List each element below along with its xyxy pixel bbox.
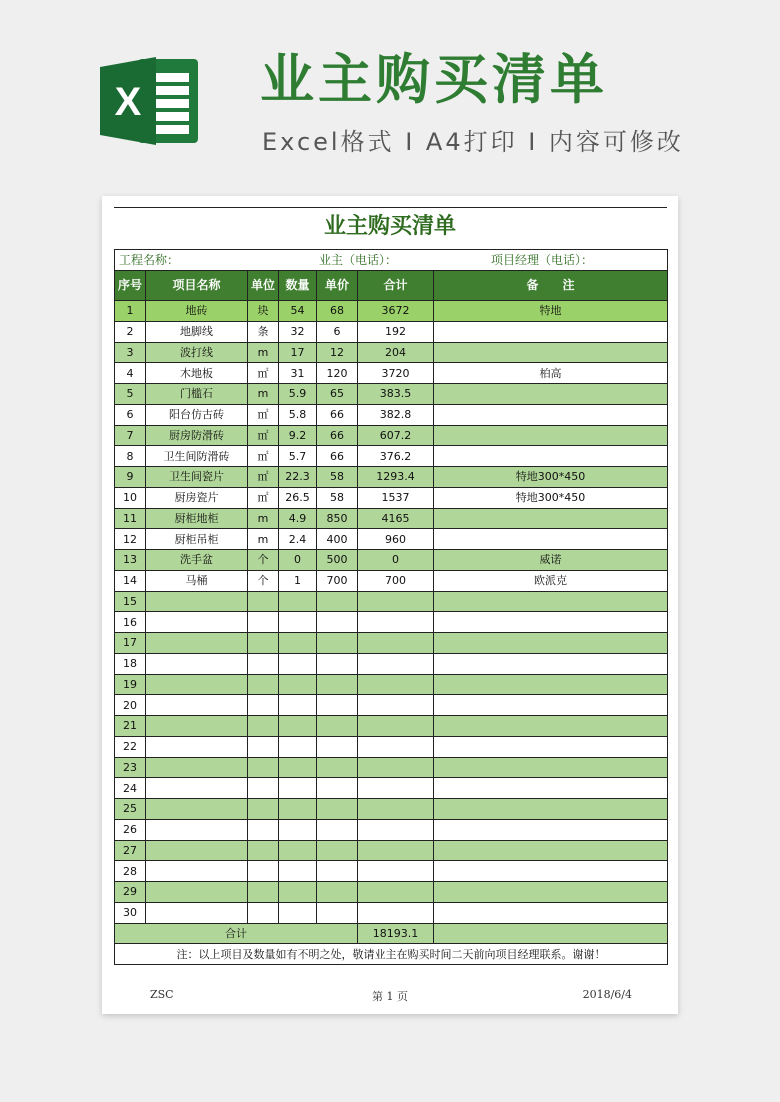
cell-total (358, 716, 434, 737)
cell-price (317, 861, 358, 882)
cell-no: 13 (115, 550, 146, 571)
info-row (115, 250, 668, 271)
banner (0, 0, 780, 195)
cell-unit (248, 674, 279, 695)
excel-logo-icon (100, 55, 200, 147)
cell-note (434, 840, 668, 861)
cell-qty (279, 674, 317, 695)
cell-name (146, 653, 248, 674)
cell-unit: m (248, 342, 279, 363)
cell-no: 12 (115, 529, 146, 550)
cell-note: 欧派克 (434, 570, 668, 591)
cell-qty (279, 778, 317, 799)
cell-unit: ㎡ (248, 404, 279, 425)
header-price: 单价 (317, 271, 358, 301)
cell-total (358, 695, 434, 716)
cell-note (434, 799, 668, 820)
cell-total (358, 633, 434, 654)
cell-name: 厨房瓷片 (146, 487, 248, 508)
cell-no: 3 (115, 342, 146, 363)
cell-no: 1 (115, 301, 146, 322)
cell-note (434, 819, 668, 840)
table-row (115, 570, 668, 591)
cell-price: 850 (317, 508, 358, 529)
cell-name: 卫生间瓷片 (146, 467, 248, 488)
cell-total (358, 736, 434, 757)
cell-no: 8 (115, 446, 146, 467)
cell-name: 波打线 (146, 342, 248, 363)
table-row (115, 757, 668, 778)
cell-unit: 条 (248, 321, 279, 342)
cell-price (317, 633, 358, 654)
cell-price: 58 (317, 487, 358, 508)
cell-qty (279, 840, 317, 861)
cell-price (317, 591, 358, 612)
cell-qty: 5.7 (279, 446, 317, 467)
cell-unit (248, 633, 279, 654)
cell-unit (248, 653, 279, 674)
project-name-label: 工程名称： (119, 252, 180, 267)
cell-unit: 个 (248, 570, 279, 591)
cell-note (434, 529, 668, 550)
cell-unit (248, 902, 279, 923)
cell-total: 3672 (358, 301, 434, 322)
cell-note (434, 425, 668, 446)
cell-total: 607.2 (358, 425, 434, 446)
cell-price: 65 (317, 384, 358, 405)
cell-note (434, 633, 668, 654)
cell-name (146, 591, 248, 612)
cell-name (146, 861, 248, 882)
cell-note: 特地300*450 (434, 487, 668, 508)
cell-qty: 5.8 (279, 404, 317, 425)
cell-note: 特地300*450 (434, 467, 668, 488)
table-row (115, 819, 668, 840)
cell-name (146, 799, 248, 820)
cell-no: 18 (115, 653, 146, 674)
header-unit: 单位 (248, 271, 279, 301)
svg-text:X: X (114, 80, 142, 124)
table-row (115, 446, 668, 467)
table-row (115, 882, 668, 903)
cell-qty (279, 736, 317, 757)
cell-no: 16 (115, 612, 146, 633)
cell-note: 柏高 (434, 363, 668, 384)
cell-qty: 22.3 (279, 467, 317, 488)
cell-price: 58 (317, 467, 358, 488)
cell-unit: 块 (248, 301, 279, 322)
cell-qty (279, 882, 317, 903)
table-row (115, 404, 668, 425)
cell-no: 15 (115, 591, 146, 612)
cell-price (317, 819, 358, 840)
cell-no: 2 (115, 321, 146, 342)
cell-price (317, 840, 358, 861)
cell-unit: m (248, 384, 279, 405)
cell-unit (248, 757, 279, 778)
cell-qty (279, 612, 317, 633)
table-row (115, 778, 668, 799)
cell-total: 204 (358, 342, 434, 363)
cell-unit: m (248, 508, 279, 529)
table-row (115, 612, 668, 633)
cell-no: 11 (115, 508, 146, 529)
cell-total (358, 819, 434, 840)
cell-note (434, 902, 668, 923)
cell-no: 22 (115, 736, 146, 757)
table-row (115, 508, 668, 529)
cell-no: 6 (115, 404, 146, 425)
table-row (115, 467, 668, 488)
cell-price (317, 799, 358, 820)
cell-total (358, 674, 434, 695)
cell-name (146, 778, 248, 799)
cell-total (358, 902, 434, 923)
banner-title: 业主购买清单 (260, 48, 608, 111)
table-row (115, 861, 668, 882)
cell-unit: m (248, 529, 279, 550)
cell-no: 23 (115, 757, 146, 778)
table-row (115, 487, 668, 508)
cell-note (434, 404, 668, 425)
table-row (115, 695, 668, 716)
table-row (115, 301, 668, 322)
header-no: 序号 (115, 271, 146, 301)
purchase-table (114, 249, 668, 965)
cell-unit (248, 612, 279, 633)
cell-total: 960 (358, 529, 434, 550)
cell-qty (279, 861, 317, 882)
cell-unit (248, 591, 279, 612)
cell-no: 4 (115, 363, 146, 384)
cell-total (358, 778, 434, 799)
cell-total: 382.8 (358, 404, 434, 425)
cell-name (146, 633, 248, 654)
cell-qty (279, 716, 317, 737)
cell-note (434, 384, 668, 405)
cell-price: 66 (317, 404, 358, 425)
cell-note (434, 342, 668, 363)
cell-total (358, 757, 434, 778)
cell-note (434, 736, 668, 757)
cell-no: 29 (115, 882, 146, 903)
cell-total: 383.5 (358, 384, 434, 405)
cell-no: 26 (115, 819, 146, 840)
cell-no: 24 (115, 778, 146, 799)
cell-unit (248, 736, 279, 757)
cell-unit (248, 861, 279, 882)
cell-price: 500 (317, 550, 358, 571)
table-row (115, 591, 668, 612)
table-row (115, 342, 668, 363)
cell-qty (279, 757, 317, 778)
cell-price: 120 (317, 363, 358, 384)
cell-qty: 4.9 (279, 508, 317, 529)
owner-phone-label: 业主（电话）： (319, 252, 398, 267)
cell-no: 27 (115, 840, 146, 861)
cell-no: 30 (115, 902, 146, 923)
cell-qty (279, 653, 317, 674)
cell-total: 1293.4 (358, 467, 434, 488)
cell-unit: ㎡ (248, 363, 279, 384)
cell-no: 21 (115, 716, 146, 737)
header-row (115, 271, 668, 301)
cell-total (358, 882, 434, 903)
cell-price (317, 902, 358, 923)
cell-name (146, 736, 248, 757)
cell-name: 门槛石 (146, 384, 248, 405)
cell-note (434, 446, 668, 467)
cell-name (146, 716, 248, 737)
cell-unit: 个 (248, 550, 279, 571)
cell-price: 68 (317, 301, 358, 322)
cell-name (146, 882, 248, 903)
sheet-page (102, 196, 678, 1014)
table-body (115, 301, 668, 924)
cell-name (146, 902, 248, 923)
cell-qty: 0 (279, 550, 317, 571)
cell-price: 12 (317, 342, 358, 363)
note-row (115, 944, 668, 965)
banner-subtitle: Excel格式 I A4打印 I 内容可修改 (262, 128, 684, 156)
cell-name: 木地板 (146, 363, 248, 384)
table-row (115, 363, 668, 384)
cell-note (434, 321, 668, 342)
cell-unit (248, 840, 279, 861)
footer-date: 2018/6/4 (582, 988, 632, 1001)
cell-total (358, 799, 434, 820)
cell-note (434, 882, 668, 903)
cell-total (358, 861, 434, 882)
header-qty: 数量 (279, 271, 317, 301)
cell-unit: ㎡ (248, 487, 279, 508)
cell-no: 14 (115, 570, 146, 591)
cell-total: 4165 (358, 508, 434, 529)
cell-price (317, 778, 358, 799)
cell-note: 特地 (434, 301, 668, 322)
cell-price (317, 674, 358, 695)
cell-no: 10 (115, 487, 146, 508)
header-note: 备 注 (434, 271, 668, 301)
cell-total (358, 612, 434, 633)
cell-total: 0 (358, 550, 434, 571)
cell-total: 1537 (358, 487, 434, 508)
cell-name: 卫生间防滑砖 (146, 446, 248, 467)
table-row (115, 425, 668, 446)
cell-price: 400 (317, 529, 358, 550)
cell-total: 3720 (358, 363, 434, 384)
cell-no: 9 (115, 467, 146, 488)
cell-unit (248, 819, 279, 840)
cell-qty (279, 695, 317, 716)
cell-name: 地脚线 (146, 321, 248, 342)
cell-price (317, 612, 358, 633)
cell-note (434, 674, 668, 695)
cell-name (146, 674, 248, 695)
cell-qty (279, 902, 317, 923)
cell-price (317, 882, 358, 903)
total-label: 合计 (115, 923, 358, 944)
table-row (115, 321, 668, 342)
cell-unit (248, 799, 279, 820)
cell-no: 25 (115, 799, 146, 820)
cell-total (358, 653, 434, 674)
cell-no: 7 (115, 425, 146, 446)
cell-no: 28 (115, 861, 146, 882)
cell-qty: 5.9 (279, 384, 317, 405)
cell-total (358, 591, 434, 612)
cell-total (358, 840, 434, 861)
cell-note (434, 861, 668, 882)
table-row (115, 902, 668, 923)
footer-left: ZSC (150, 988, 174, 1001)
table-row (115, 384, 668, 405)
cell-price (317, 716, 358, 737)
footnote: 注：以上项目及数量如有不明之处，敬请业主在购买时间二天前向项目经理联系。谢谢！ (115, 944, 668, 965)
cell-note (434, 716, 668, 737)
cell-total: 192 (358, 321, 434, 342)
cell-price: 66 (317, 425, 358, 446)
cell-note (434, 757, 668, 778)
cell-note: 威诺 (434, 550, 668, 571)
cell-unit (248, 882, 279, 903)
cell-name: 厨房防滑砖 (146, 425, 248, 446)
cell-no: 5 (115, 384, 146, 405)
cell-price: 66 (317, 446, 358, 467)
cell-name (146, 819, 248, 840)
cell-note (434, 508, 668, 529)
cell-unit: ㎡ (248, 467, 279, 488)
cell-qty: 32 (279, 321, 317, 342)
cell-qty: 1 (279, 570, 317, 591)
table-row (115, 716, 668, 737)
cell-price (317, 653, 358, 674)
cell-name (146, 612, 248, 633)
cell-total: 700 (358, 570, 434, 591)
table-row (115, 674, 668, 695)
cell-total: 376.2 (358, 446, 434, 467)
cell-no: 17 (115, 633, 146, 654)
manager-phone-label: 项目经理（电话）： (491, 252, 594, 267)
cell-qty (279, 799, 317, 820)
cell-name: 洗手盆 (146, 550, 248, 571)
cell-name: 马桶 (146, 570, 248, 591)
cell-unit (248, 716, 279, 737)
table-row (115, 653, 668, 674)
sheet-title: 业主购买清单 (323, 214, 456, 239)
cell-qty (279, 819, 317, 840)
cell-qty: 9.2 (279, 425, 317, 446)
cell-note (434, 612, 668, 633)
table-row (115, 736, 668, 757)
top-rule (114, 207, 667, 208)
table-row (115, 550, 668, 571)
cell-unit: ㎡ (248, 446, 279, 467)
cell-name: 厨柜地柜 (146, 508, 248, 529)
cell-qty: 26.5 (279, 487, 317, 508)
cell-note (434, 695, 668, 716)
cell-no: 20 (115, 695, 146, 716)
table-row (115, 840, 668, 861)
cell-name: 厨柜吊柜 (146, 529, 248, 550)
cell-qty: 31 (279, 363, 317, 384)
grand-total: 18193.1 (358, 923, 434, 944)
cell-qty: 17 (279, 342, 317, 363)
cell-name: 地砖 (146, 301, 248, 322)
cell-price (317, 736, 358, 757)
cell-price: 6 (317, 321, 358, 342)
cell-name (146, 840, 248, 861)
header-total: 合计 (358, 271, 434, 301)
cell-qty (279, 591, 317, 612)
cell-note (434, 591, 668, 612)
table-row (115, 799, 668, 820)
cell-note (434, 653, 668, 674)
cell-no: 19 (115, 674, 146, 695)
cell-name (146, 695, 248, 716)
table-row (115, 633, 668, 654)
cell-qty: 54 (279, 301, 317, 322)
cell-price (317, 757, 358, 778)
cell-unit (248, 695, 279, 716)
footer-page: 第 1 页 (372, 990, 408, 1003)
table-row (115, 529, 668, 550)
cell-qty (279, 633, 317, 654)
cell-price: 700 (317, 570, 358, 591)
cell-price (317, 695, 358, 716)
cell-name (146, 757, 248, 778)
total-row (115, 923, 668, 944)
cell-unit: ㎡ (248, 425, 279, 446)
header-name: 项目名称 (146, 271, 248, 301)
cell-note (434, 778, 668, 799)
cell-qty: 2.4 (279, 529, 317, 550)
cell-unit (248, 778, 279, 799)
cell-name: 阳台仿古砖 (146, 404, 248, 425)
